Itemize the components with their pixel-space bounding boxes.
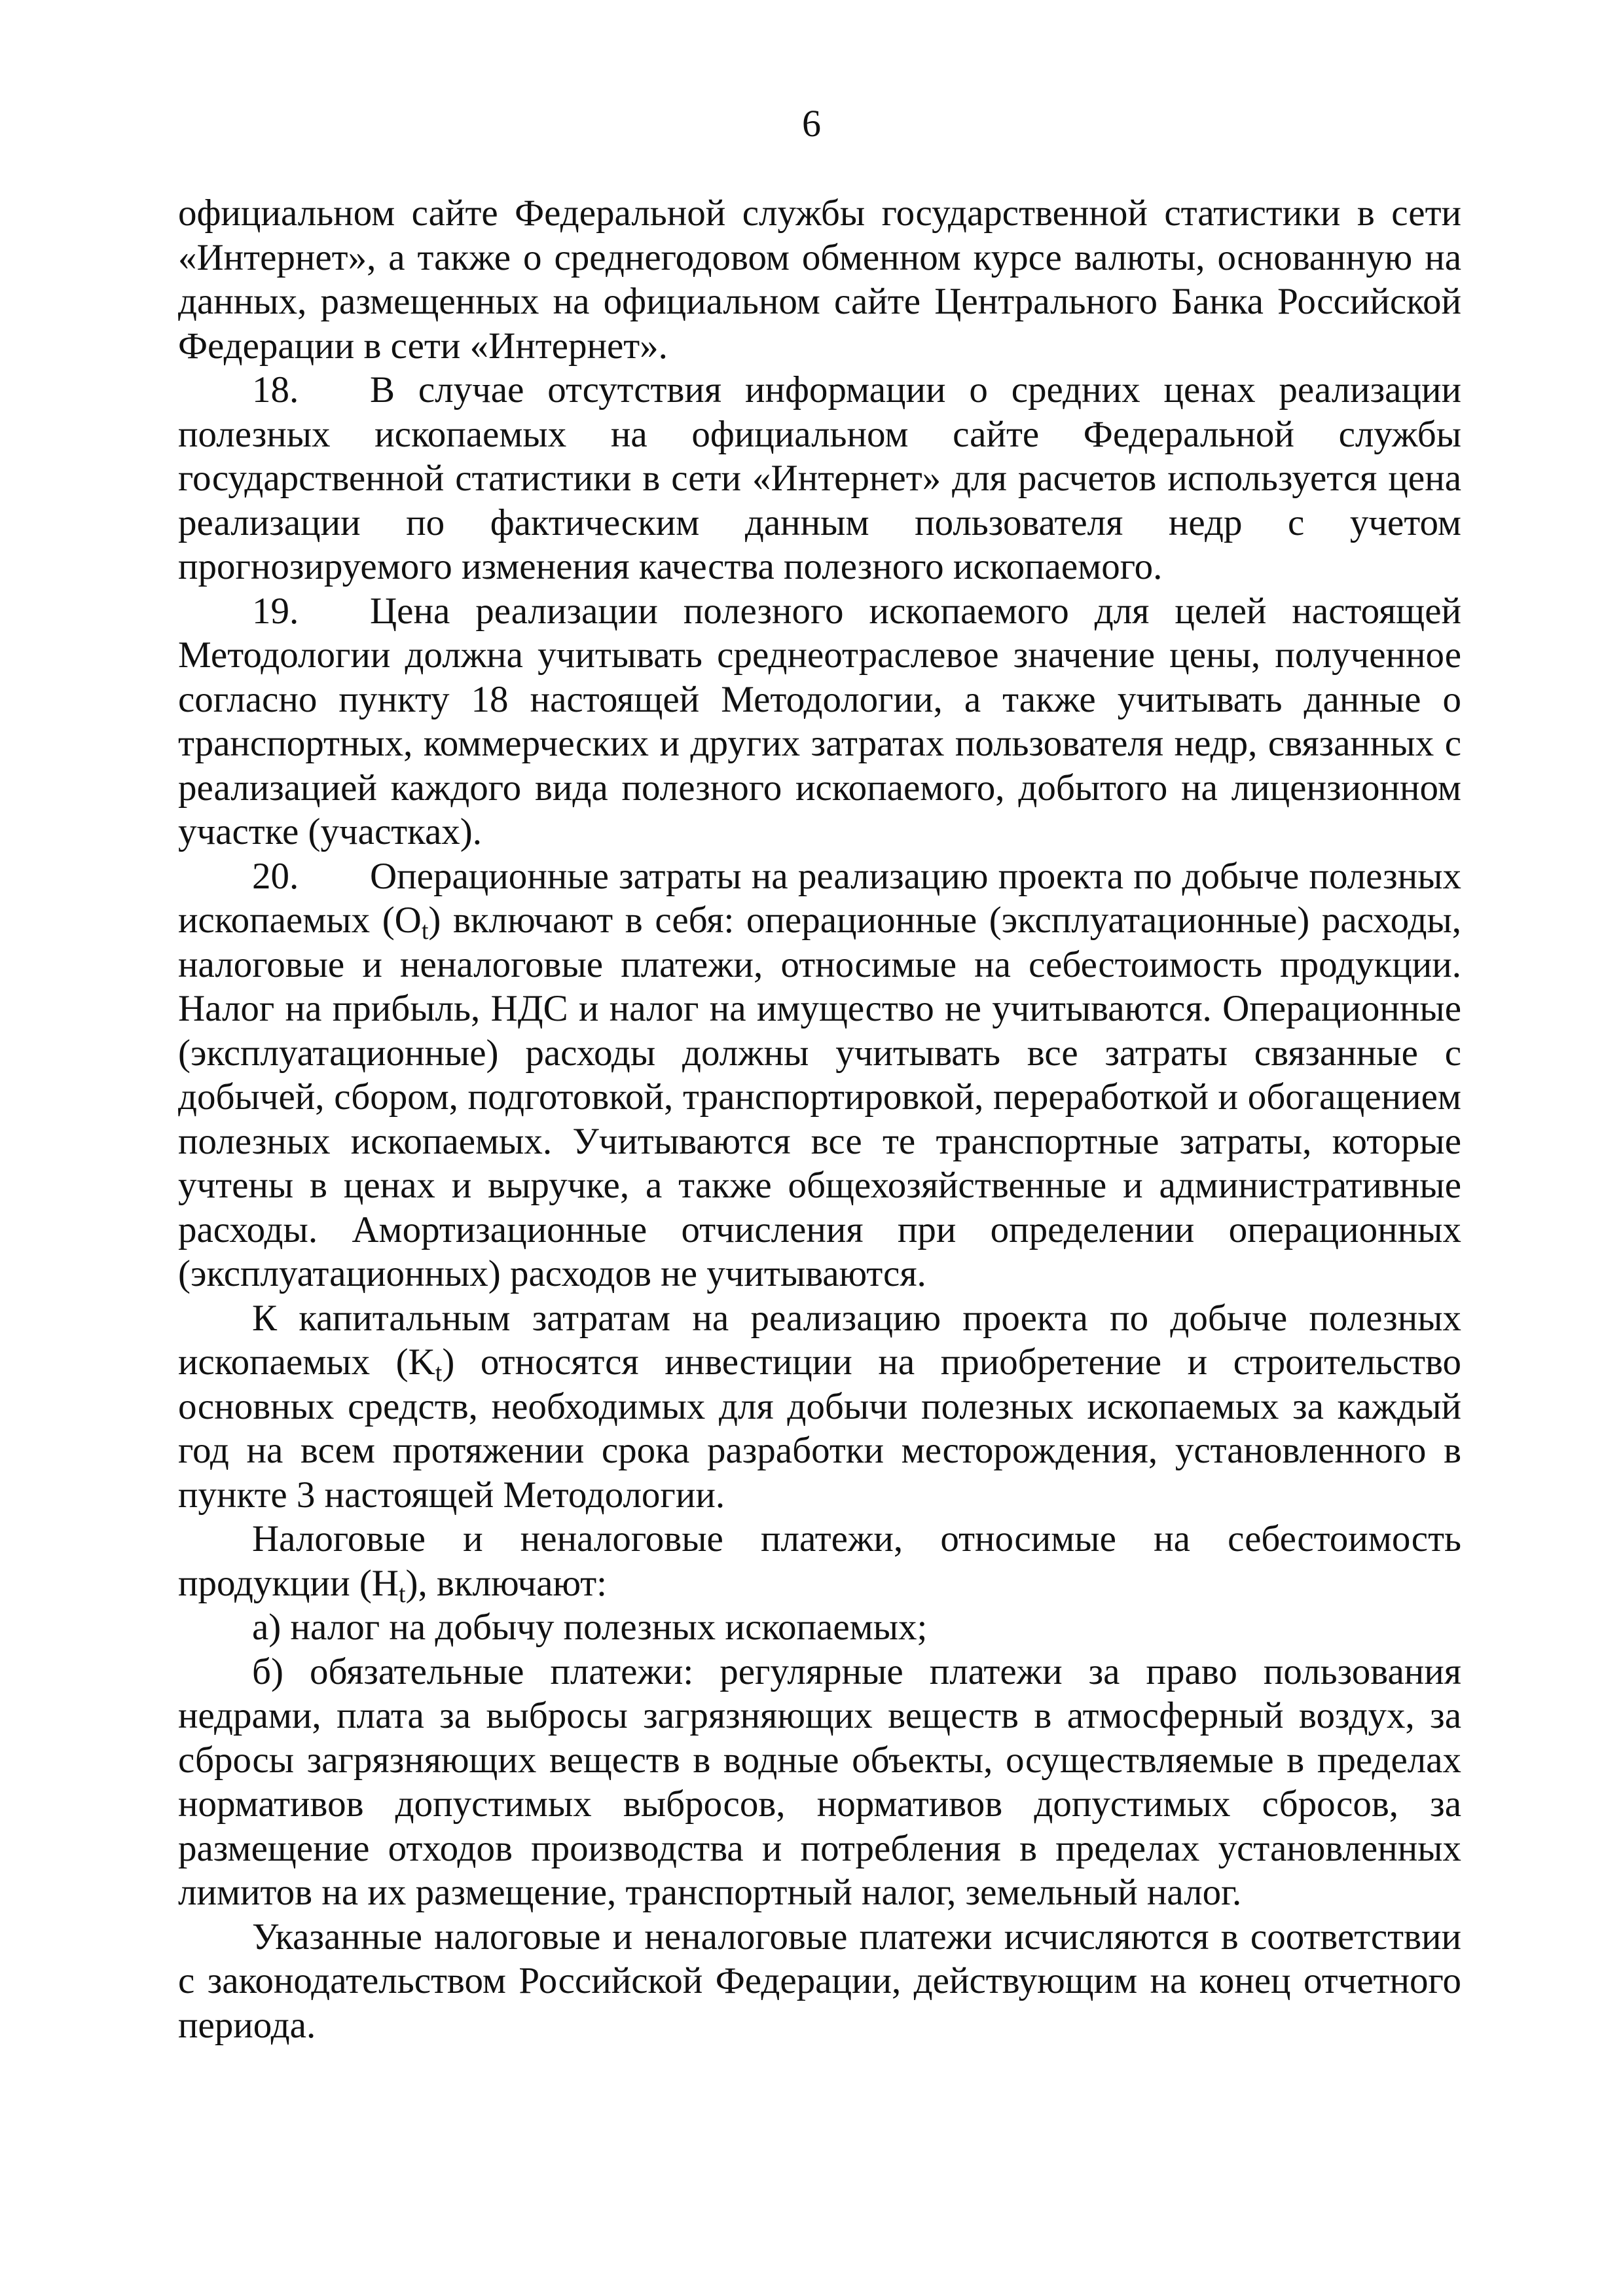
paragraph-18-number: 18. <box>252 369 299 410</box>
paragraph-capital-costs <box>178 1296 1461 1518</box>
paragraph-continuation: официальном сайте Федеральной службы государственной статистики в сети «Интернет», а также о среднегодовом обменном курсе валюты, основанную на данных, размещенных на официальном сайте Центрального Банка Российской Федерации в сети «Интернет». <box>178 192 1461 367</box>
paragraph-19-text: Цена реализации полезного ископаемого для целей настоящей Методологии должна учитывать среднеотраслевое значение цены, полученное согласно пункту 18 настоящей Методологии, а также учитывать данные о транспортных, коммерческих и других затратах пользователя недр, связанных с реализацией каждого вида полезного ископаемого, добытого на лицензионном участке (участках). <box>178 590 1461 852</box>
paragraph-20-number: 20. <box>252 855 299 897</box>
capital-costs-text-start: К капитальным затратам на реализацию проекта по добыче полезных ископаемых (K <box>178 1297 1461 1383</box>
paragraph-20-text-start: Операционные затраты на реализацию проекта по добыче полезных ископаемых (O <box>178 855 1461 941</box>
paragraph-20 <box>178 854 1461 1296</box>
paragraph-final: Указанные налоговые и неналоговые платежи исчисляются в соответствии с законодательством Российской Федерации, действующим на конец отчетного периода. <box>178 1916 1461 2046</box>
capital-costs-text-end: ) относятся инвестиции на приобретение и строительство основных средств, необходимых для добычи полезных ископаемых за каждый год на всем протяжении срока разработки месторождения, установленного в пункте 3 настоящей Методологии. <box>178 1341 1461 1516</box>
capital-costs-subscript: t <box>435 1359 443 1387</box>
paragraph-tax-payments <box>178 1517 1461 1608</box>
paragraph-19 <box>178 589 1461 854</box>
list-item-a: а) налог на добычу полезных ископаемых; <box>252 1607 928 1648</box>
tax-payments-text-start: Налоговые и неналоговые платежи, относимые на себестоимость продукции (H <box>178 1518 1461 1604</box>
document-body <box>178 191 1461 2047</box>
paragraph-20-subscript: t <box>421 917 429 945</box>
paragraph-18-text: В случае отсутствия информации о средних ценах реализации полезных ископаемых на официальном сайте Федеральной службы государственной статистики в сети «Интернет» для расчетов используется цена реализации по фактическим данным пользователя недр с учетом прогнозируемого изменения качества полезного ископаемого. <box>178 369 1461 587</box>
paragraph-18 <box>178 368 1461 589</box>
page-number: 6 <box>802 102 821 145</box>
tax-payments-text-end: ), включают: <box>405 1562 608 1604</box>
paragraph-20-text-end: ) включают в себя: операционные (эксплуатационные) расходы, налоговые и неналоговые платежи, относимые на себестоимость продукции. Налог на прибыль, НДС и налог на имущество не учитываются. Операционные (эксплуатационные) расходы должны учитывать все затраты связанные с добычей, сбором, подготовкой, транспортировкой, переработкой и обогащением полезных ископаемых. Учитываются все те транспортные затраты, которые учтены в ценах и выручке, а также общехозяйственные и административные расходы. Амортизационные отчисления при определении операционных (эксплуатационных) расходов не учитываются. <box>178 900 1461 1294</box>
list-item-b: б) обязательные платежи: регулярные платежи за право пользования недрами, плата за выбросы загрязняющих веществ в атмосферный воздух, за сбросы загрязняющих веществ в водные объекты, осуществляемые в пределах нормативов допустимых выбросов, нормативов допустимых сбросов, за размещение отходов производства и потребления в пределах установленных лимитов на их размещение, транспортный налог, земельный налог. <box>178 1650 1461 1913</box>
tax-payments-subscript: t <box>398 1580 406 1608</box>
paragraph-19-number: 19. <box>252 590 299 632</box>
